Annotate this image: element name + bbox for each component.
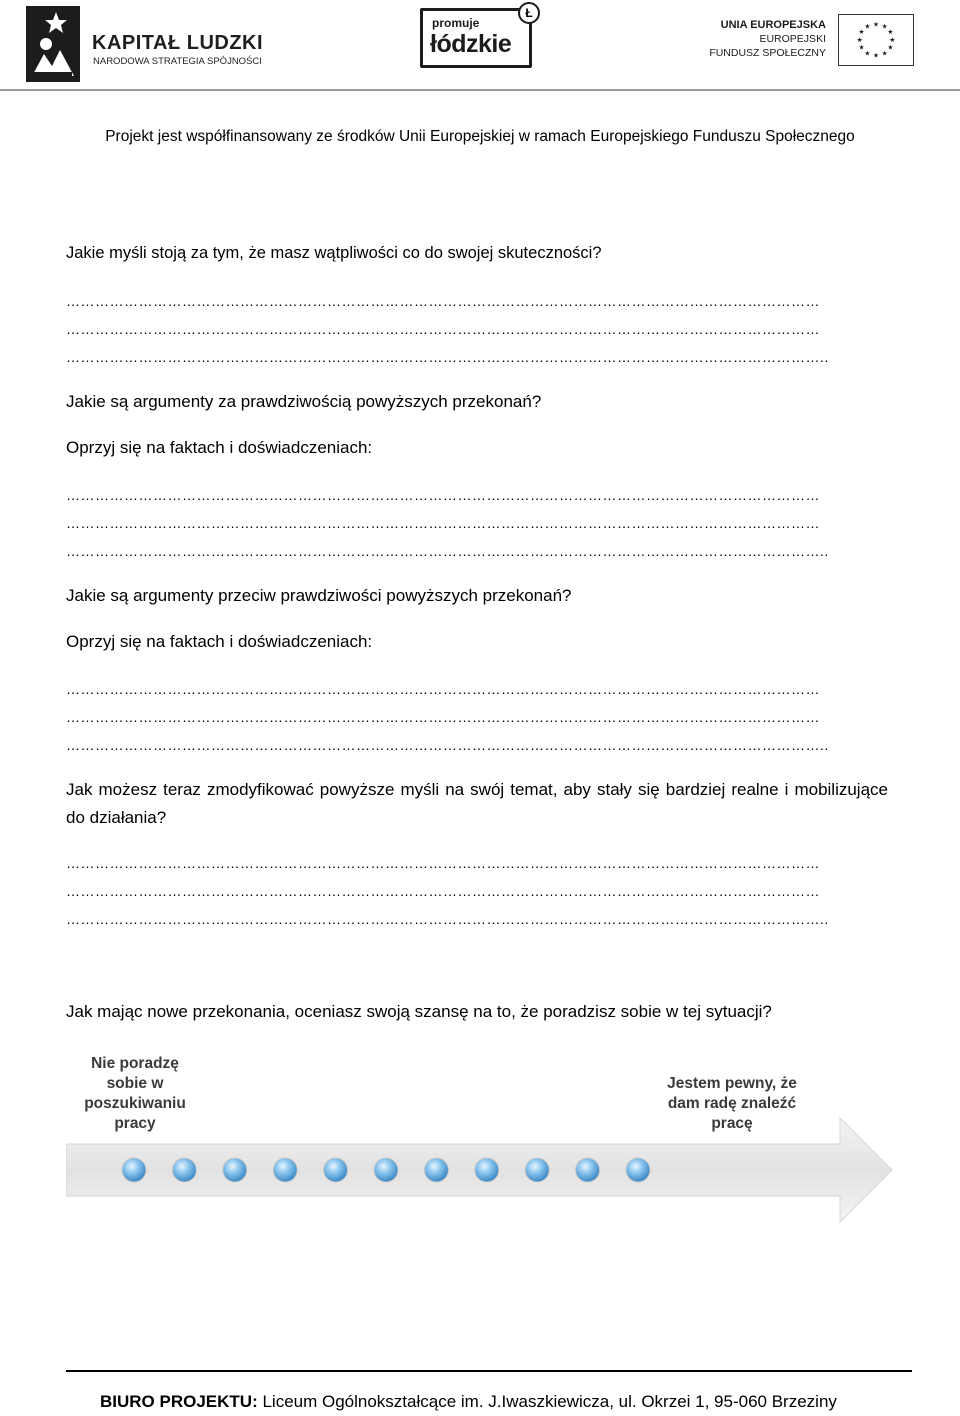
- svg-text:★: ★: [858, 43, 865, 52]
- question-3: Jakie są argumenty przeciw prawdziwości powyższych przekonań?: [66, 586, 572, 605]
- scale-point-2[interactable]: [172, 1158, 196, 1182]
- scale-point-1[interactable]: [122, 1158, 146, 1182]
- svg-text:★: ★: [856, 35, 863, 44]
- eu-line-2: EUROPEJSKI: [759, 33, 826, 45]
- scale-point-9[interactable]: [525, 1158, 549, 1182]
- footer-divider: [66, 1370, 912, 1372]
- svg-text:★: ★: [864, 49, 871, 58]
- scale-point-10[interactable]: [576, 1158, 600, 1182]
- answer-line: …………………………………………………………………………………………………………………………………………..: [66, 912, 829, 927]
- question-4: Jak możesz teraz zmodyfikować powyższe myśli na swój temat, aby stały się bardziej realne i mobilizujące do działania?: [66, 780, 888, 827]
- svg-text:★: ★: [881, 22, 888, 31]
- answer-line: …………………………………………………………………………………………………………………………………………: [66, 294, 820, 309]
- footer-label: BIURO PROJEKTU:: [100, 1392, 258, 1411]
- question-3-hint: Oprzyj się na faktach i doświadczeniach:: [66, 632, 373, 651]
- answer-line: …………………………………………………………………………………………………………………………………………: [66, 884, 820, 899]
- eu-line-1: UNIA EUROPEJSKA: [720, 19, 826, 31]
- kapital-ludzki-subtitle: NARODOWA STRATEGIA SPÓJNOŚCI: [93, 56, 262, 67]
- answer-line: …………………………………………………………………………………………………………………………………………: [66, 710, 820, 725]
- eu-line-3: FUNDUSZ SPOŁECZNY: [709, 47, 826, 59]
- svg-text:★: ★: [887, 28, 894, 37]
- question-1: Jakie myśli stoją za tym, że masz wątpliwości co do swojej skuteczności?: [66, 244, 602, 262]
- kapital-ludzki-emblem-icon: [26, 6, 80, 82]
- question-2-hint: Oprzyj się na faktach i doświadczeniach:: [66, 438, 373, 457]
- kapital-ludzki-title: KAPITAŁ LUDZKI: [92, 32, 264, 54]
- scale-point-7[interactable]: [424, 1158, 448, 1182]
- svg-text:★: ★: [872, 20, 880, 29]
- answer-line: …………………………………………………………………………………………………………………………………………: [66, 516, 820, 531]
- scale-point-3[interactable]: [223, 1158, 247, 1182]
- lodzkie-main-text: łódzkie: [430, 30, 512, 58]
- answer-line: …………………………………………………………………………………………………………………………………………..: [66, 738, 829, 753]
- eu-flag-icon: [838, 14, 914, 66]
- answer-line: …………………………………………………………………………………………………………………………………………: [66, 322, 820, 337]
- footer: [100, 1392, 837, 1412]
- svg-text:★: ★: [864, 22, 871, 31]
- answer-line: …………………………………………………………………………………………………………………………………………: [66, 488, 820, 503]
- lodzkie-top-text: promuje: [432, 16, 480, 30]
- lodzkie-badge: Ł: [518, 2, 540, 24]
- svg-text:★: ★: [858, 28, 865, 37]
- answer-line: …………………………………………………………………………………………………………………………………………..: [66, 544, 829, 559]
- svg-text:★: ★: [889, 35, 896, 44]
- footer-address: Liceum Ogólnokształcące im. J.Iwaszkiewicza, ul. Okrzei 1, 95-060 Brzeziny: [257, 1392, 837, 1411]
- scale-left-label: Nie poradzę sobie w poszukiwaniu pracy: [84, 1055, 186, 1132]
- scale-right-label: Jestem pewny, że dam radę znaleźć pracę: [667, 1075, 797, 1132]
- scale-point-5[interactable]: [324, 1158, 348, 1182]
- promuje-lodzkie-logo: [420, 2, 544, 70]
- scale-point-4[interactable]: [273, 1158, 297, 1182]
- question-2: Jakie są argumenty za prawdziwością powyższych przekonań?: [66, 392, 542, 411]
- scale-point-8[interactable]: [475, 1158, 499, 1182]
- scale-point-11[interactable]: [626, 1158, 650, 1182]
- svg-text:★: ★: [872, 51, 880, 60]
- header-logos: [0, 0, 960, 90]
- scale-point-6[interactable]: [374, 1158, 398, 1182]
- cofinance-note: Projekt jest współfinansowany ze środków Unii Europejskiej w ramach Europejskiego Funduszu Społecznego: [105, 128, 855, 145]
- confidence-scale: [66, 1046, 894, 1226]
- svg-text:★: ★: [881, 49, 888, 58]
- answer-line: …………………………………………………………………………………………………………………………………………: [66, 682, 820, 697]
- eu-logo: [709, 14, 914, 68]
- answer-line: …………………………………………………………………………………………………………………………………………..: [66, 350, 829, 365]
- question-5: Jak mając nowe przekonania, oceniasz swoją szansę na to, że poradzisz sobie w tej sytuacji?: [66, 1002, 772, 1021]
- answer-line: …………………………………………………………………………………………………………………………………………: [66, 856, 820, 871]
- eu-text: [709, 18, 826, 60]
- kapital-ludzki-logo: [26, 6, 276, 82]
- svg-text:★: ★: [887, 43, 894, 52]
- header-divider: [0, 89, 960, 91]
